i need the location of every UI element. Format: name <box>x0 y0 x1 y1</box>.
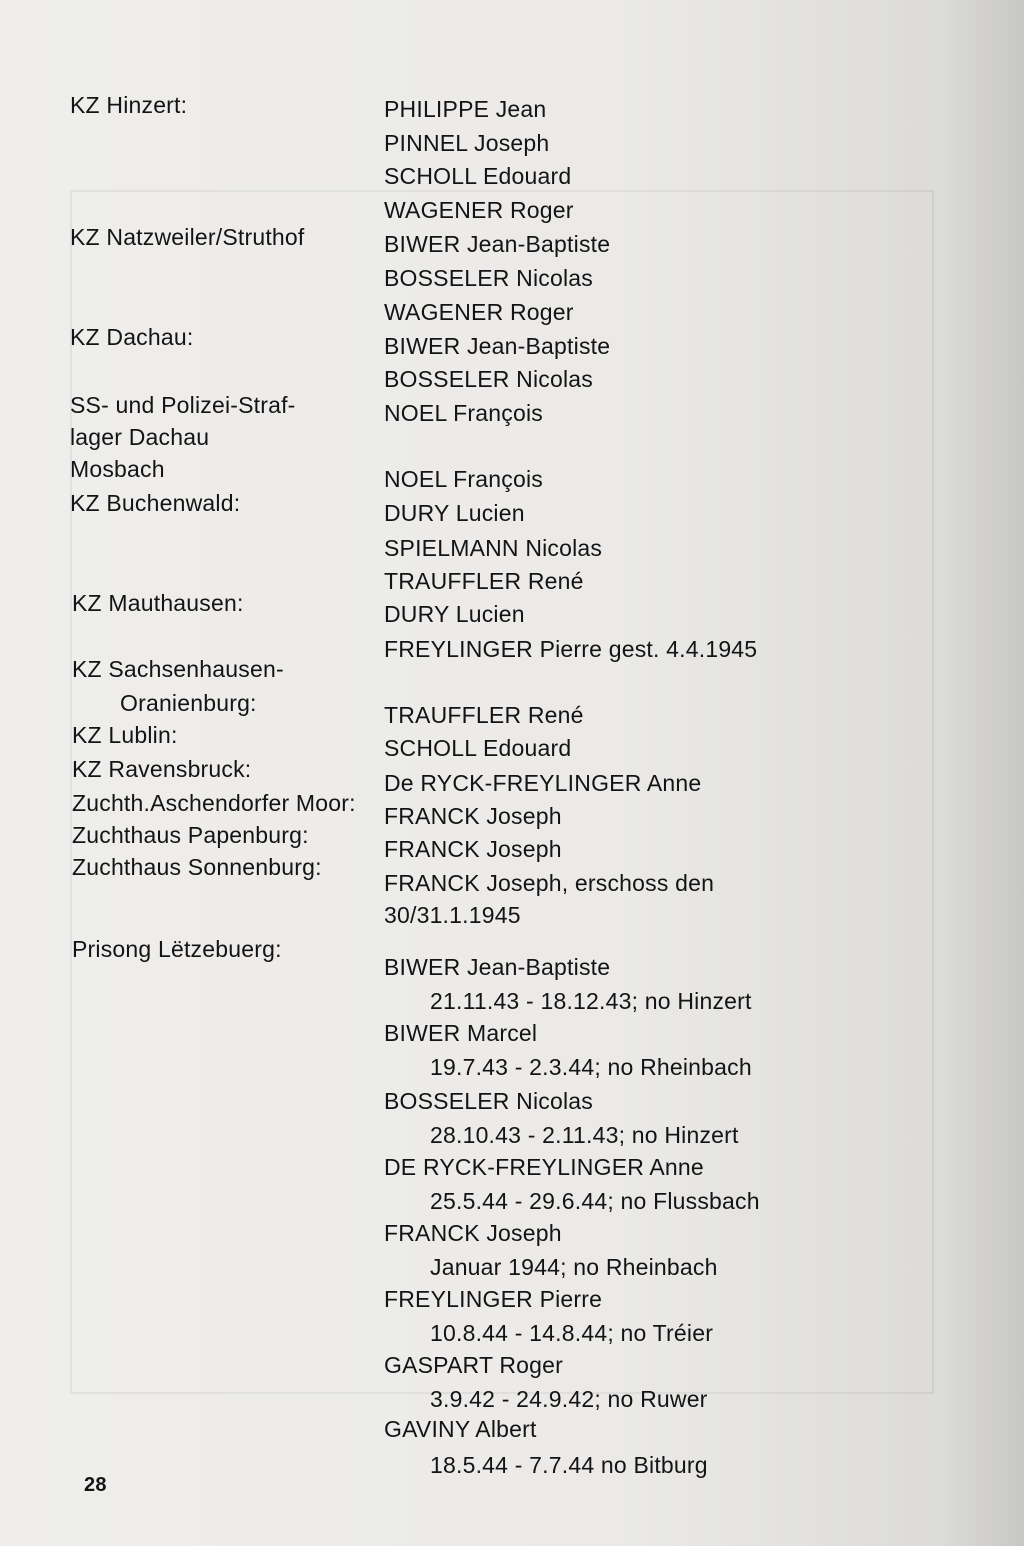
prisoner-name: PINNEL Joseph <box>384 130 550 156</box>
prison-entry-detail: Januar 1944; no Rheinbach <box>430 1254 718 1280</box>
camp-label-hinzert: KZ Hinzert: <box>70 92 188 118</box>
camp-label-natzweiler: KZ Natzweiler/Struthof <box>70 224 305 250</box>
camp-label-aschendorfer-moor: Zuchth.Aschendorfer Moor: <box>72 790 356 816</box>
camp-label-papenburg: Zuchthaus Papenburg: <box>72 822 309 848</box>
prisoner-name: WAGENER Roger <box>384 197 574 223</box>
prison-entry-detail: 25.5.44 - 29.6.44; no Flussbach <box>430 1188 760 1214</box>
prisoner-name-date: 30/31.1.1945 <box>384 902 521 928</box>
prison-entry-name: FREYLINGER Pierre <box>384 1286 603 1312</box>
prisoner-name: BOSSELER Nicolas <box>384 366 593 392</box>
prison-entry-name: BIWER Marcel <box>384 1020 538 1046</box>
camp-label-ss-polizei-1: SS- und Polizei-Straf- <box>70 392 296 418</box>
prison-entry-detail: 18.5.44 - 7.7.44 no Bitburg <box>430 1452 708 1478</box>
prison-entry-detail: 10.8.44 - 14.8.44; no Tréier <box>430 1320 714 1346</box>
prison-entry-name: BIWER Jean-Baptiste <box>384 954 611 980</box>
prisoner-name: SCHOLL Edouard <box>384 163 572 189</box>
prisoner-name: FRANCK Joseph <box>384 803 562 829</box>
camp-label-ravensbruck: KZ Ravensbruck: <box>72 756 252 782</box>
prisoner-name: DURY Lucien <box>384 601 525 627</box>
prisoner-name: BOSSELER Nicolas <box>384 265 593 291</box>
prisoner-name: SPIELMANN Nicolas <box>384 535 603 561</box>
prisoner-name: FRANCK Joseph <box>384 836 562 862</box>
prison-entry-name: GASPART Roger <box>384 1352 564 1378</box>
prison-entry-detail: 19.7.43 - 2.3.44; no Rheinbach <box>430 1054 752 1080</box>
camp-label-ss-polizei-2: lager Dachau <box>70 424 210 450</box>
prison-entry-detail: 21.11.43 - 18.12.43; no Hinzert <box>430 988 752 1014</box>
camp-label-dachau: KZ Dachau: <box>70 324 194 350</box>
camp-label-prisong: Prisong Lëtzebuerg: <box>72 936 282 962</box>
prisoner-name: SCHOLL Edouard <box>384 735 572 761</box>
page-number: 28 <box>84 1474 107 1496</box>
camp-label-mosbach: Mosbach <box>70 456 165 482</box>
prison-entry-detail: 3.9.42 - 24.9.42; no Ruwer <box>430 1386 708 1412</box>
prisoner-name: De RYCK-FREYLINGER Anne <box>384 770 702 796</box>
prisoner-name: DURY Lucien <box>384 500 525 526</box>
camp-label-sachsenhausen-1: KZ Sachsenhausen- <box>72 656 284 682</box>
prisoner-name: FREYLINGER Pierre gest. 4.4.1945 <box>384 636 758 662</box>
prisoner-name: TRAUFFLER René <box>384 568 584 594</box>
prisoner-name: WAGENER Roger <box>384 299 574 325</box>
camp-label-sachsenhausen-2: Oranienburg: <box>120 690 257 716</box>
prisoner-name: NOEL François <box>384 466 543 492</box>
prisoner-name: FRANCK Joseph, erschoss den <box>384 870 715 896</box>
prisoner-name: TRAUFFLER René <box>384 702 584 728</box>
camp-label-buchenwald: KZ Buchenwald: <box>70 490 241 516</box>
prisoner-name: BIWER Jean-Baptiste <box>384 231 611 257</box>
prisoner-name: PHILIPPE Jean <box>384 96 547 122</box>
prison-entry-name: FRANCK Joseph <box>384 1220 562 1246</box>
camp-label-sonnenburg: Zuchthaus Sonnenburg: <box>72 854 322 880</box>
camp-label-mauthausen: KZ Mauthausen: <box>72 590 244 616</box>
prison-entry-name: BOSSELER Nicolas <box>384 1088 593 1114</box>
prisoner-name: NOEL François <box>384 400 543 426</box>
camp-label-lublin: KZ Lublin: <box>72 722 178 748</box>
prison-entry-name: DE RYCK-FREYLINGER Anne <box>384 1154 704 1180</box>
prison-entry-detail: 28.10.43 - 2.11.43; no Hinzert <box>430 1122 739 1148</box>
prison-entry-name: GAVINY Albert <box>384 1416 537 1442</box>
prisoner-name: BIWER Jean-Baptiste <box>384 333 611 359</box>
